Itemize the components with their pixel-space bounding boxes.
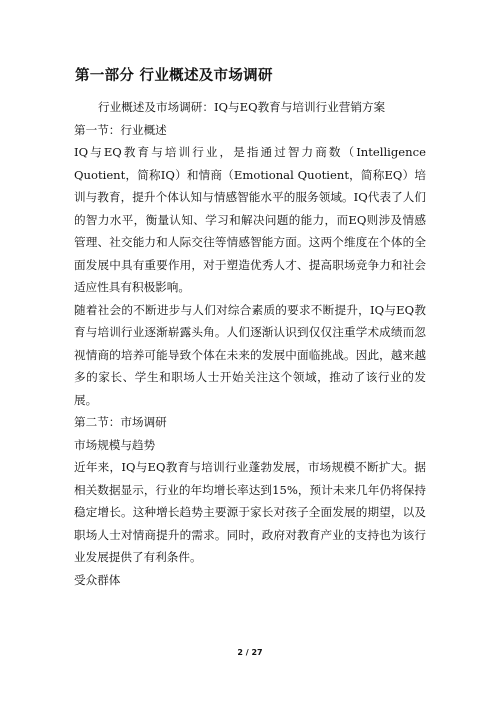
section-2-heading: 第二节：市场调研 [74,415,167,429]
document-body [74,96,426,591]
market-size-heading: 市场规模与趋势 [74,437,156,452]
market-size-paragraph: 近年来，IQ与EQ教育与培训行业蓬勃发展，市场规模不断扩大。据相关数据显示，行业的年均增长率达到15%，预计未来几年仍将保持稳定增长。这种增长趋势主要源于家长对孩子全面发展的期望，以及职场人士对情商提升的需求。同时，政府对教育产业的支持也为该行业发展提供了有利条件。 [74,460,426,564]
document-subtitle: 行业概述及市场调研：IQ与EQ教育与培训行业营销方案 [98,100,386,114]
section-1-heading: 第一节：行业概述 [74,122,167,137]
section-1-paragraph-2: 随着社会的不断进步与人们对综合素质的要求不断提升，IQ与EQ教育与培训行业逐渐崭露头角。人们逐渐认识到仅仅注重学术成绩而忽视情商的培养可能导致个体在未来的发展中面临挑战。因此，越来越多的家长、学生和职场人士开始关注这个领域，推动了该行业的发展。 [74,302,426,407]
part-title: 第一部分 行业概述及市场调研 [75,68,273,84]
page-number: 2 / 27 [237,648,263,657]
section-1-paragraph-1: IQ与EQ教育与培训行业，是指通过智力商数（Intelligence Quotient，简称IQ）和情商（Emotional Quotient，简称EQ）培训与教育，提升个体认知与情感智能水平的服务领域。IQ代表了人们的智力水平，衡量认知、学习和解决问题的能力，而EQ则涉及情感管理、社交能力和人际交往等情感智能方面。这两个维度在个体的全面发展中具有重要作用，对于塑造优秀人才、提高职场竞争力和社会适应性具有积极影响。 [74,145,426,294]
audience-heading: 受众群体 [74,572,121,587]
